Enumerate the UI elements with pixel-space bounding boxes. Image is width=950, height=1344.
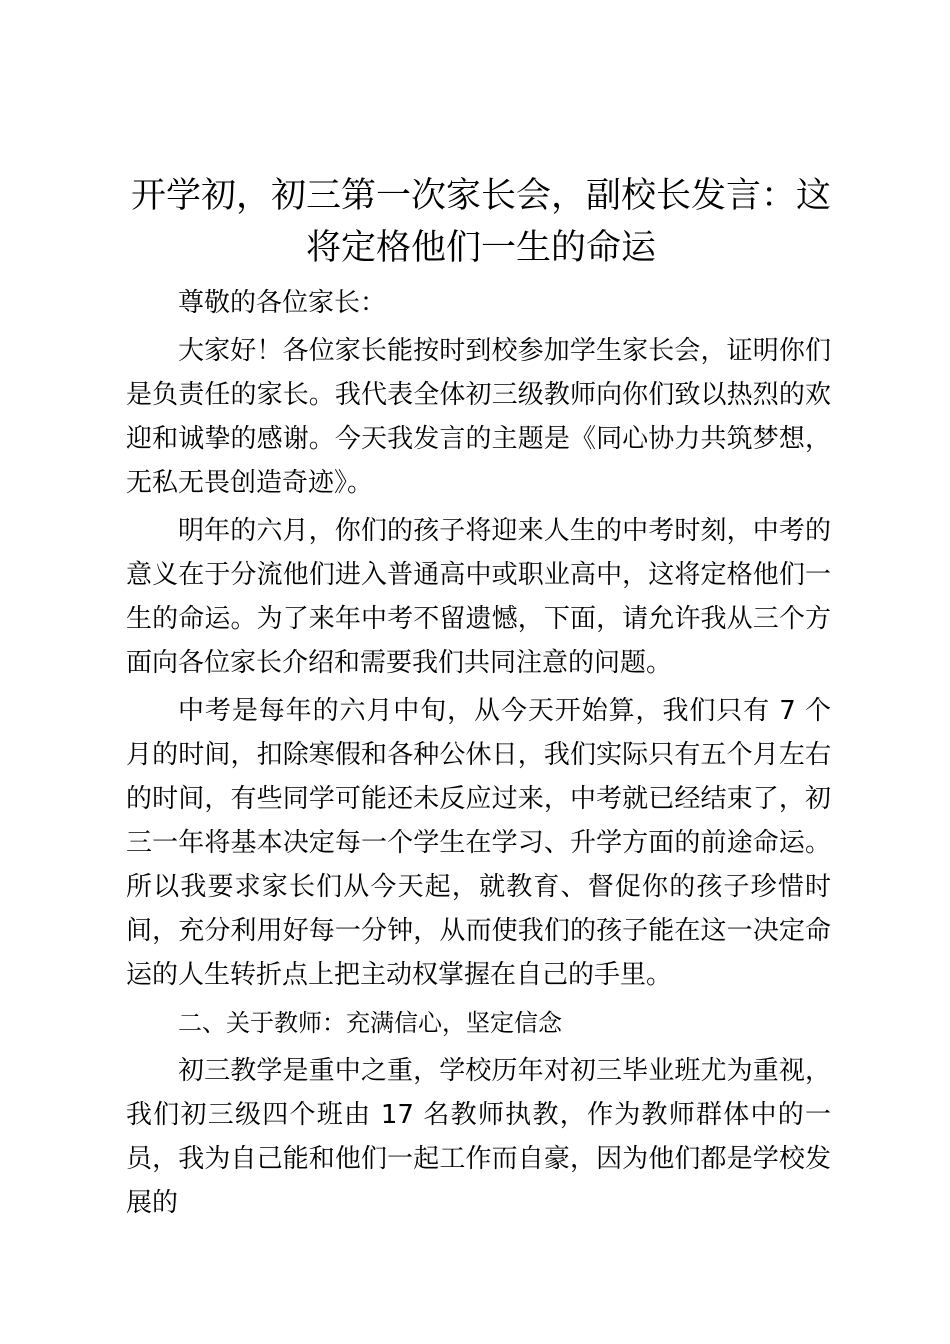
section-heading-teachers: 二、关于教师：充满信心，坚定信念: [178, 1009, 562, 1037]
document-title: 开学初，初三第一次家长会，副校长发言：这将定格他们一生的命运: [130, 176, 831, 268]
document-body: [126, 281, 831, 1229]
paragraph-teachers: 初三教学是重中之重，学校历年对初三毕业班尤为重视，我们初三级四个班由 17 名教师执教，作为教师群体中的一员，我为自己能和他们一起工作而自豪，因为他们都是学校发展的: [126, 1056, 831, 1218]
paragraph-exam-meaning: 明年的六月，你们的孩子将迎来人生的中考时刻，中考的意义在于分流他们进入普通高中或职业高中，这将定格他们一生的命运。为了来年中考不留遗憾，下面，请允许我从三个方面向各位家长介绍和需要我们共同注意的问题。: [126, 516, 831, 678]
paragraph-greeting: 大家好！各位家长能按时到校参加学生家长会，证明你们是负责任的家长。我代表全体初三级教师向你们致以热烈的欢迎和诚挚的感谢。今天我发言的主题是《同心协力共筑梦想，无私无畏创造奇迹》。: [126, 336, 831, 498]
salutation: 尊敬的各位家长：: [178, 288, 387, 318]
paragraph-time: 中考是每年的六月中旬，从今天开始算，我们只有 7 个月的时间，扣除寒假和各种公休日，我们实际只有五个月左右的时间，有些同学可能还未反应过来，中考就已经结束了，初三一年将基本决定每一个学生在学习、升学方面的前途命运。所以我要求家长们从今天起，就教育、督促你的孩子珍惜时间，充分利用好每一分钟，从而使我们的孩子能在这一决定命运的人生转折点上把主动权掌握在自己的手里。: [126, 696, 831, 990]
